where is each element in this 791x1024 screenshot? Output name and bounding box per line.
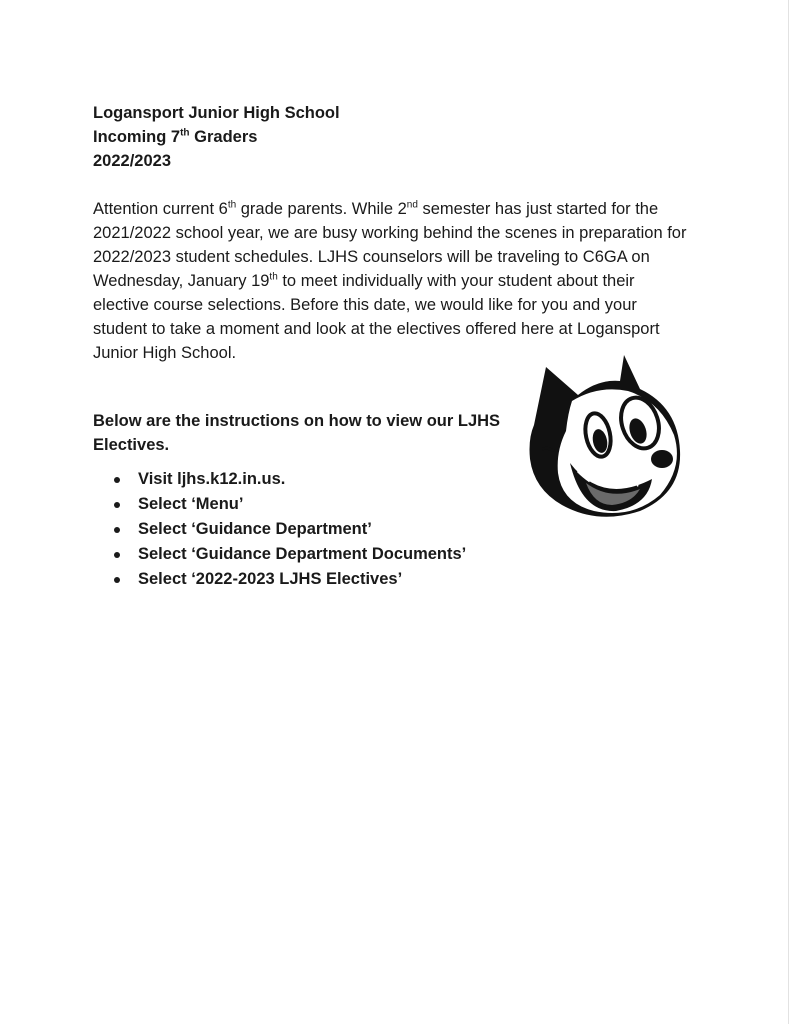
body-line-5: elective course selections. Before this date, we would like for you and your xyxy=(93,296,637,314)
step-text: Select ‘Guidance Department Documents’ xyxy=(138,545,467,563)
bullet-icon xyxy=(114,527,120,533)
school-name: Logansport Junior High School xyxy=(93,104,340,122)
bullet-icon xyxy=(114,477,120,483)
steps-list xyxy=(114,467,466,592)
list-item xyxy=(114,492,466,517)
bullet-icon xyxy=(114,502,120,508)
bullet-icon xyxy=(114,577,120,583)
body-line-6: student to take a moment and look at the electives offered here at Logansport xyxy=(93,320,660,338)
body-line-7: Junior High School. xyxy=(93,344,237,362)
step-text: Visit ljhs.k12.in.us. xyxy=(138,470,286,488)
step-text: Select ‘Guidance Department’ xyxy=(138,520,372,538)
instructions-line-2: Electives. xyxy=(93,436,170,454)
list-item xyxy=(114,542,466,567)
step-text: Select ‘2022-2023 LJHS Electives’ xyxy=(138,570,403,588)
cartoon-cat-face-icon xyxy=(528,355,688,520)
body-line-4: Wednesday, January 19th to meet individually with your student about their xyxy=(93,271,635,290)
body-line-1: Attention current 6th grade parents. While 2nd semester has just started for the xyxy=(93,199,659,218)
body-line-2: 2021/2022 school year, we are busy working behind the scenes in preparation for xyxy=(93,224,687,242)
list-item xyxy=(114,467,466,492)
page-edge-line xyxy=(788,0,789,1024)
grade-line: Incoming 7th Graders xyxy=(93,127,258,146)
bullet-icon xyxy=(114,552,120,558)
step-text: Select ‘Menu’ xyxy=(138,495,244,513)
instructions-heading xyxy=(93,409,500,457)
school-year: 2022/2023 xyxy=(93,152,171,170)
list-item xyxy=(114,567,466,592)
body-line-3: 2022/2023 student schedules. LJHS counselors will be traveling to C6GA on xyxy=(93,248,650,266)
body-paragraph xyxy=(93,197,703,365)
instructions-line-1: Below are the instructions on how to view our LJHS xyxy=(93,412,501,430)
list-item xyxy=(114,517,466,542)
letter-header xyxy=(93,101,340,173)
